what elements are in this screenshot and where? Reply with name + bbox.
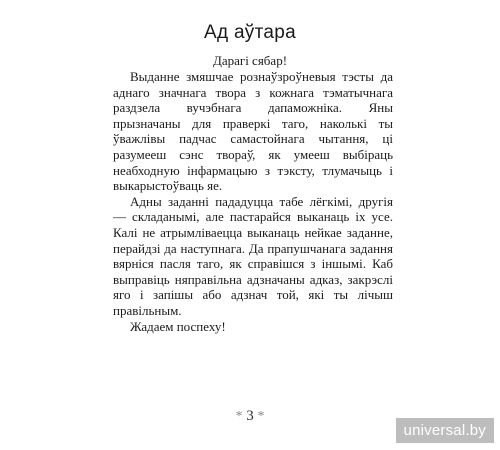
watermark: universal.by xyxy=(396,418,494,443)
paragraph-1: Выданне змяшчае рознаўзроўневыя тэсты да аднаго значнага твора з кожнага тэматычнага раздзела вучэбнага дапаможніка. Яны прызначаны для праверкі таго, наколькі ты ўважлівы падчас самастойнага чытання, ці разумееш сэнс твораў, як умееш выбіраць неабходную інфармацыю з тэксту, тлумачыць і выкарыстоўваць яе. xyxy=(113,69,393,194)
paragraph-2: Адны заданні пададуцца табе лёгкімі, другія — складанымі, але пастарайся выканаць іх усе. Калі не атрымліваецца выканаць нейкае заданне, перайдзі да наступнага. Да прапушчанага задання вярніся пасля таго, як справішся з іншымі. Каб выправіць няправільна адзначаны адказ, закрэслі яго і запішы або адзнач той, які ты лічыш правільным. xyxy=(113,193,393,318)
star-ornament-icon: * xyxy=(257,409,265,424)
star-ornament-icon: * xyxy=(235,409,243,424)
salutation: Дарагі сябар! xyxy=(212,53,288,68)
page-title: Ад аўтара xyxy=(204,22,296,43)
paragraph-3: Жадаем поспеху! xyxy=(130,318,226,334)
body-text xyxy=(113,69,393,334)
page-number: 3 xyxy=(246,408,254,424)
